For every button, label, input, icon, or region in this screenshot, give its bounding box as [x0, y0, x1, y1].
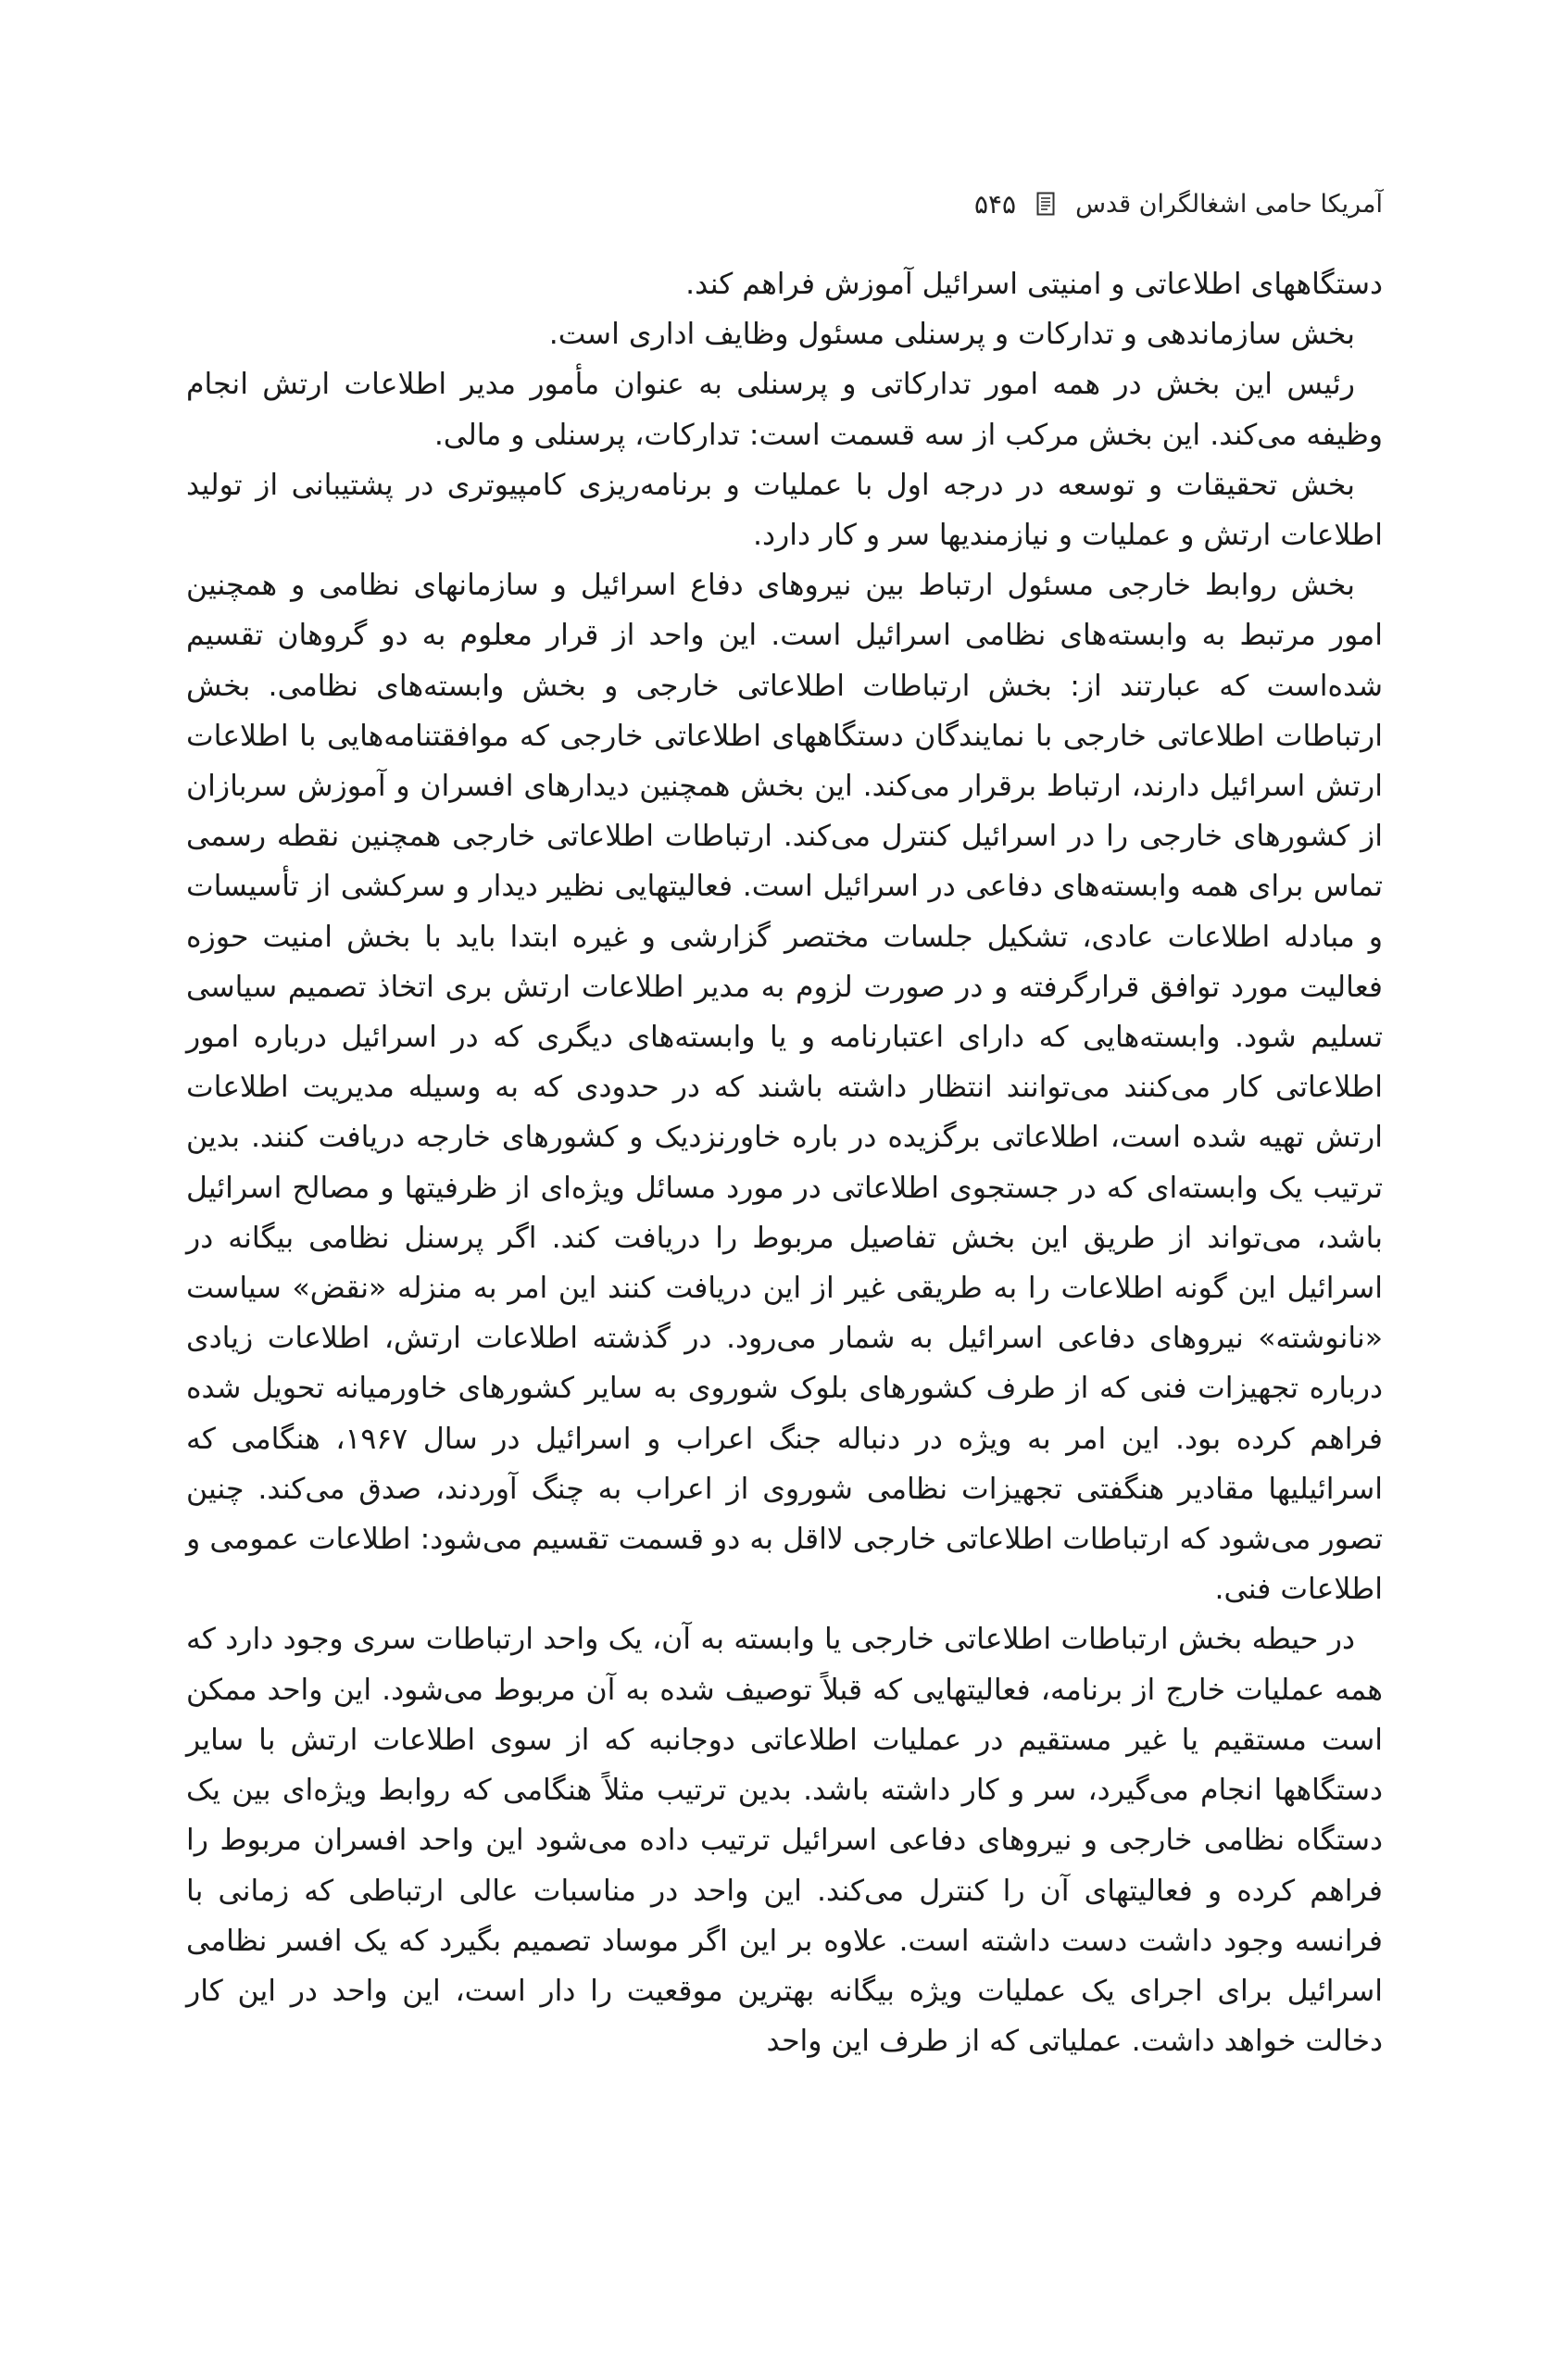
paragraph: بخش تحقیقات و توسعه در درجه اول با عملیات و برنامه‌ریزی کامپیوتری در پشتیبانی از تولید اطلاعات ارتش و عملیات و نیازمندیها سر و کار دارد.: [186, 468, 1383, 553]
paragraph: رئیس این بخش در همه امور تدارکاتی و پرسنلی به عنوان مأمور مدیر اطلاعات ارتش انجام وظیفه می‌کند. این بخش مرکب از سه قسمت است: تدارکات، پرسنلی و مالی.: [186, 368, 1383, 452]
book-title: آمریکا حامی اشغالگران قدس: [1075, 189, 1383, 219]
paragraph: بخش سازماندهی و تدارکات و پرسنلی مسئول وظایف اداری است.: [548, 318, 1355, 352]
paragraph: بخش روابط خارجی مسئول ارتباط بین نیروهای دفاع اسرائیل و سازمانهای نظامی و همچنین امور مرتبط به وابسته‌های نظامی اسرائیل است. این واحد از قرار معلوم به دو گروهان تقسیم شده‌است که عبارتند از: بخش ارتباطات اطلاعاتی خارجی و بخش وابسته‌های نظامی. بخش ارتباطات اطلاعاتی خارجی با نمایندگان دستگاههای اطلاعاتی خارجی که موافقتنامه‌هایی با اطلاعات ارتش اسرائیل دارند، ارتباط برقرار می‌کند. این بخش همچنین دیدارهای افسران و آموزش سربازان از کشورهای خارجی را در اسرائیل کنترل می‌کند. ارتباطات اطلاعاتی خارجی همچنین نقطه رسمی تماس برای همه وابسته‌های دفاعی در اسرائیل است. فعالیتهایی نظیر دیدار و سرکشی از تأسیسات و مبادله اطلاعات عادی، تشکیل جلسات مختصر گزارشی و غیره ابتدا باید با بخش امنیت حوزه فعالیت مورد توافق قرارگرفته و در صورت لزوم به مدیر اطلاعات ارتش بری اتخاذ تصمیم سیاسی تسلیم شود. وابسته‌هایی که دارای اعتبارنامه و یا وابسته‌های دیگری که در اسرائیل درباره امور اطلاعاتی کار می‌کنند می‌توانند انتظار داشته باشند که در حدودی که به وسیله مدیریت اطلاعات ارتش تهیه شده است، اطلاعاتی برگزیده در باره خاورنزدیک و کشورهای خارجه دریافت کنند. بدین ترتیب یک وابسته‌ای که در جستجوی اطلاعاتی در مورد مسائل ویژه‌ای از ظرفیتها و مصالح اسرائیل باشد، می‌تواند از طریق این بخش تفاصیل مربوط را دریافت کند. اگر پرسنل نظامی بیگانه در اسرائیل این گونه اطلاعات را به طریقی غیر از این دریافت کنند این امر به منزله «نقض» سیاست «نانوشته» نیروهای دفاعی اسرائیل به شمار می‌رود. در گذشته اطلاعات ارتش، اطلاعات زیادی درباره تجهیزات فنی که از طرف کشورهای بلوک شوروی به سایر کشورهای خاورمیانه تحویل شده فراهم کرده بود. این امر به ویژه در دنباله جنگ اعراب و اسرائیل در سال ۱۹۶۷، هنگامی که اسرائیلیها مقادیر هنگفتی تجهیزات نظامی شوروی از اعراب به چنگ آوردند، صدق می‌کند. چنین تصور می‌شود که ارتباطات اطلاعاتی خارجی لااقل به دو قسمت تقسیم می‌شود: اطلاعات عمومی و اطلاعات فنی.: [186, 569, 1383, 1607]
running-header: [185, 182, 1383, 226]
book-icon: [1036, 192, 1055, 216]
paragraph: در حیطه بخش ارتباطات اطلاعاتی خارجی یا وابسته به آن، یک واحد ارتباطات سری وجود دارد که همه عملیات خارج از برنامه، فعالیتهایی که قبلاً توصیف شده به آن مربوط می‌شود. این واحد ممکن است مستقیم یا غیر مستقیم در عملیات اطلاعاتی دوجانبه که از سوی اطلاعات ارتش با سایر دستگاهها انجام می‌گیرد، سر و کار داشته باشد. بدین ترتیب مثلاً هنگامی که روابط ویژه‌ای بین یک دستگاه نظامی خارجی و نیروهای دفاعی اسرائیل ترتیب داده می‌شود این واحد افسران مربوط را فراهم کرده و فعالیتهای آن را کنترل می‌کند. این واحد در مناسبات عالی ارتباطی که زمانی با فرانسه وجود داشت دست داشته است. علاوه بر این اگر موساد تصمیم بگیرد که یک افسر نظامی اسرائیل برای اجرای یک عملیات ویژه بیگانه بهترین موقعیت را دار است، این واحد در این کار دخالت خواهد داشت. عملیاتی که از طرف این واحد: [186, 1623, 1383, 2059]
page-number: ۵۴۵: [973, 188, 1017, 220]
body-text: [186, 259, 1383, 2066]
paragraph: دستگاههای اطلاعاتی و امنیتی اسرائیل آموزش فراهم کند.: [685, 268, 1383, 301]
